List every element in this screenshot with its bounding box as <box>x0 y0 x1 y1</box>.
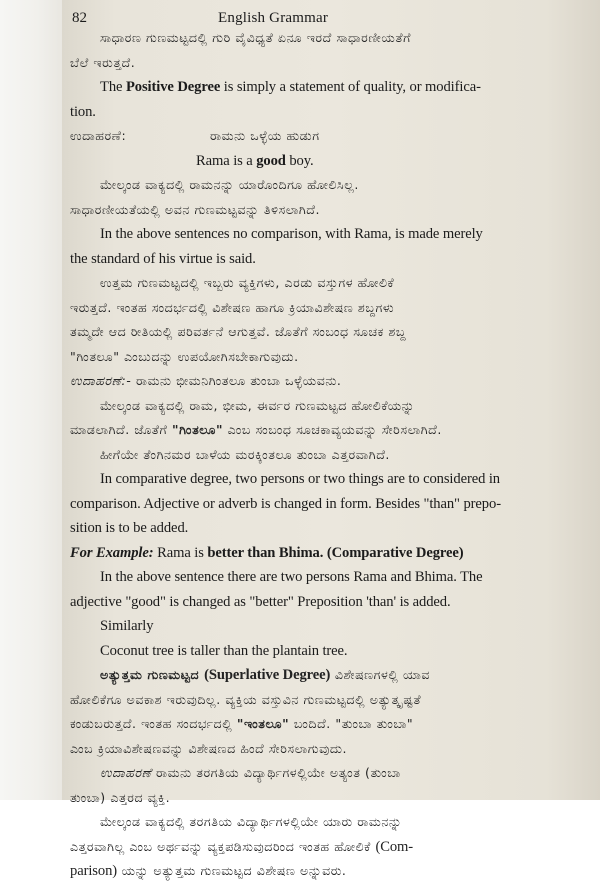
text-line <box>70 688 590 713</box>
text-run: is simply a statement of quality, or modifica- <box>220 79 481 95</box>
text-line <box>70 198 590 223</box>
text-line <box>70 761 590 786</box>
text-run: good <box>256 152 286 169</box>
text-line <box>70 467 590 492</box>
text-run: ಉದಾಹರಣೆ:- <box>70 373 132 388</box>
text-run: ಮೇಲ್ಕಂಡ ವಾಕ್ಯದಲ್ಲಿ ತರಗತಿಯ ವಿದ್ಯಾರ್ಥಿಗಳಲ್ಲಿಯೇ ಯಾರು ರಾಮನನ್ನು <box>100 814 403 829</box>
text-run: Rama is a <box>196 152 257 169</box>
text-run: ಎಂಬ ಸಂಬಂಧ ಸೂಚಕಾವ್ಯಯವನ್ನು ಸೇರಿಸಲಾಗಿದೆ. <box>223 422 442 437</box>
text-run: parison) <box>70 863 118 879</box>
page-margin-background <box>0 0 62 800</box>
text-line <box>70 835 590 860</box>
text-line <box>70 639 590 664</box>
text-line <box>70 859 590 884</box>
text-run: ರಾಮನು ಭೀಮನಿಗಿಂತಲೂ ತುಂಬಾ ಒಳ್ಳೆಯವನು. <box>131 373 342 388</box>
text-run: tion. <box>70 103 96 120</box>
text-run: better than Bhima. <box>207 544 324 561</box>
text-line <box>70 737 590 762</box>
text-line <box>70 492 590 517</box>
text-run: ಮಾಡಲಾಗಿದೆ. ಜೊತೆಗೆ <box>70 422 172 437</box>
text-run: "ಇಂತಲೂ" <box>236 716 290 731</box>
text-line <box>70 516 590 541</box>
page-number: 82 <box>72 10 87 26</box>
text-run: "ಗಿಂತಲೂ" <box>171 422 224 437</box>
text-run: ರಾಮನು ತರಗತಿಯ ವಿದ್ಯಾರ್ಥಿಗಳಲ್ಲಿಯೇ ಅತ್ಯಂತ (ತುಂಬಾ <box>151 765 401 780</box>
text-run: Positive Degree <box>125 79 221 95</box>
text-line <box>70 345 590 370</box>
text-run: (Com- <box>375 838 414 855</box>
text-run: the standard of his virtue is said. <box>70 250 256 267</box>
text-run: ಬಂದಿದೆ. "ತುಂಬಾ ತುಂಬಾ" <box>289 716 414 731</box>
page-body-text <box>70 26 590 884</box>
text-line <box>70 296 590 321</box>
text-run: ಮೇಲ್ಕಂಡ ವಾಕ್ಯದಲ್ಲಿ ರಾಮ, ಭೀಮ, ಈರ್ವರ ಗುಣಮಟ್ಟದ ಹೋಲಿಕೆಯನ್ನು <box>100 397 415 413</box>
text-line <box>70 100 590 125</box>
text-line <box>70 369 590 394</box>
text-run: ಎಂಬ ಕ್ರಿಯಾವಿಶೇಷಣವನ್ನು ವಿಶೇಷಣದ ಹಿಂದೆ ಸೇರಿಸಲಾಗುವುದು. <box>70 740 348 756</box>
text-run: ಉದಾಹರಣೆ <box>100 765 152 780</box>
text-run: ಹೋಲಿಕೆಗೂ ಅವಕಾಶ ಇರುವುದಿಲ್ಲ. ವ್ಯಕ್ತಿಯ ವಸ್ತುವಿನ ಗುಣಮಟ್ಟದಲ್ಲಿ ಅತ್ಯುತ್ಕೃಷ್ಟತೆ <box>70 691 422 707</box>
running-title: English Grammar <box>218 10 329 26</box>
text-line <box>70 394 590 419</box>
text-run: ಅತ್ಯುತ್ತಮ ಗುಣಮಟ್ಟದ <box>100 667 205 682</box>
text-run: adjective "good" is changed as "better" Preposition 'than' is added. <box>70 593 451 610</box>
text-run: ಹೀಗೆಯೇ ತೆಂಗಿನಮರ ಬಾಳೆಯ ಮರಕ್ಕಿಂತಲೂ ತುಂಬಾ ಎತ್ತರವಾಗಿದೆ. <box>100 446 390 462</box>
text-run: comparison. Adjective or adverb is changed in form. Besides "than" prepo- <box>70 495 501 512</box>
text-run: ಯನ್ನು ಅತ್ಯುತ್ತಮ ಗುಣಮಟ್ಟದ ವಿಶೇಷಣ ಅನ್ನುವರು. <box>117 863 347 878</box>
text-line <box>70 810 590 835</box>
text-line <box>70 75 590 100</box>
text-line <box>70 271 590 296</box>
text-run: boy. <box>285 152 314 169</box>
text-run: ರಾಮನು ಒಳ್ಳೆಯ ಹುಡುಗ <box>210 128 320 143</box>
text-run: In the above sentences no comparison, with Rama, is made merely <box>100 226 483 242</box>
text-run: ಉತ್ತಮ ಗುಣಮಟ್ಟದಲ್ಲಿ ಇಬ್ಬರು ವ್ಯಕ್ತಿಗಳು, ಎರಡು ವಸ್ತುಗಳ ಹೋಲಿಕೆ <box>100 275 395 290</box>
text-run: ಕಂಡುಬರುತ್ತದೆ. ಇಂತಹ ಸಂದರ್ಭದಲ್ಲಿ <box>70 716 237 731</box>
text-line <box>70 614 590 639</box>
text-run: ತುಂಬಾ) ಎತ್ತರದ ವ್ಯಕ್ತಿ. <box>70 789 171 805</box>
text-line <box>70 541 590 566</box>
text-line <box>70 247 590 272</box>
text-run: The <box>100 79 126 95</box>
text-run: "ಗಿಂತಲೂ" ಎಂಬುದನ್ನು ಉಪಯೋಗಿಸಬೇಕಾಗುವುದು. <box>70 348 299 364</box>
text-line <box>70 124 590 149</box>
text-line <box>70 786 590 811</box>
text-run: (Superlative Degree) <box>204 667 331 683</box>
text-run: For Example: <box>70 544 154 561</box>
text-line <box>70 51 590 76</box>
text-run: sition is to be added. <box>70 520 189 536</box>
text-run: ಮೇಲ್ಕಂಡ ವಾಕ್ಯದಲ್ಲಿ ರಾಮನನ್ನು ಯಾರೊಂದಿಗೂ ಹೋಲಿಸಿಲ್ಲ. <box>100 177 359 192</box>
text-line <box>70 222 590 247</box>
text-line <box>70 26 590 51</box>
text-run: (Comparative Degree) <box>326 544 464 561</box>
text-run: ಸಾಧಾರಣೀಯತೆಯಲ್ಲಿ ಅವನ ಗುಣಮಟ್ಟವನ್ನು ತಿಳಿಸಲಾಗಿದೆ. <box>70 201 321 217</box>
text-line <box>70 590 590 615</box>
text-run: ಎತ್ತರವಾಗಿಲ್ಲ ಎಂಬ ಅರ್ಥವನ್ನು ವ್ಯಕ್ತಪಡಿಸುವುದರಿಂದ ಇಂತಹ ಹೋಲಿಕೆ <box>70 838 376 854</box>
text-line <box>70 663 590 688</box>
text-run: Similarly <box>100 618 154 634</box>
text-line <box>70 565 590 590</box>
text-run: ವಿಶೇಷಣಗಳಲ್ಲಿ ಯಾವ <box>330 667 431 682</box>
text-run: Coconut tree is taller than the plantain tree. <box>100 642 348 659</box>
text-run: In comparative degree, two persons or two things are to considered in <box>100 471 500 487</box>
text-run: ಇರುತ್ತದೆ. ಇಂತಹ ಸಂದರ್ಭದಲ್ಲಿ ವಿಶೇಷಣ ಹಾಗೂ ಕ್ರಿಯಾವಿಶೇಷಣ ಶಬ್ದಗಳು <box>70 299 395 315</box>
text-run: ಉದಾಹರಣೆ: <box>70 128 127 143</box>
text-run: ತಮ್ಮದೇ ಆದ ರೀತಿಯಲ್ಲಿ ಪರಿವರ್ತನೆ ಆಗುತ್ತವೆ. ಜೊತೆಗೆ ಸಂಬಂಧ ಸೂಚಕ ಶಬ್ದ <box>70 324 407 339</box>
text-line <box>70 418 590 443</box>
text-line <box>70 149 590 174</box>
text-line <box>70 320 590 345</box>
text-line <box>70 443 590 468</box>
text-run: ಸಾಧಾರಣ ಗುಣಮಟ್ಟದಲ್ಲಿ ಗುರಿ ವೈವಿಧ್ಯತೆ ಏನೂ ಇರದೆ ಸಾಧಾರಣೀಯತೆಗೆ <box>100 30 411 45</box>
text-run: In the above sentence there are two persons Rama and Bhima. The <box>100 569 483 585</box>
text-run: ಬೆಲೆ ಇರುತ್ತದೆ. <box>70 54 136 70</box>
text-line <box>70 712 590 737</box>
text-line <box>70 173 590 198</box>
text-run: Rama is <box>153 544 208 561</box>
